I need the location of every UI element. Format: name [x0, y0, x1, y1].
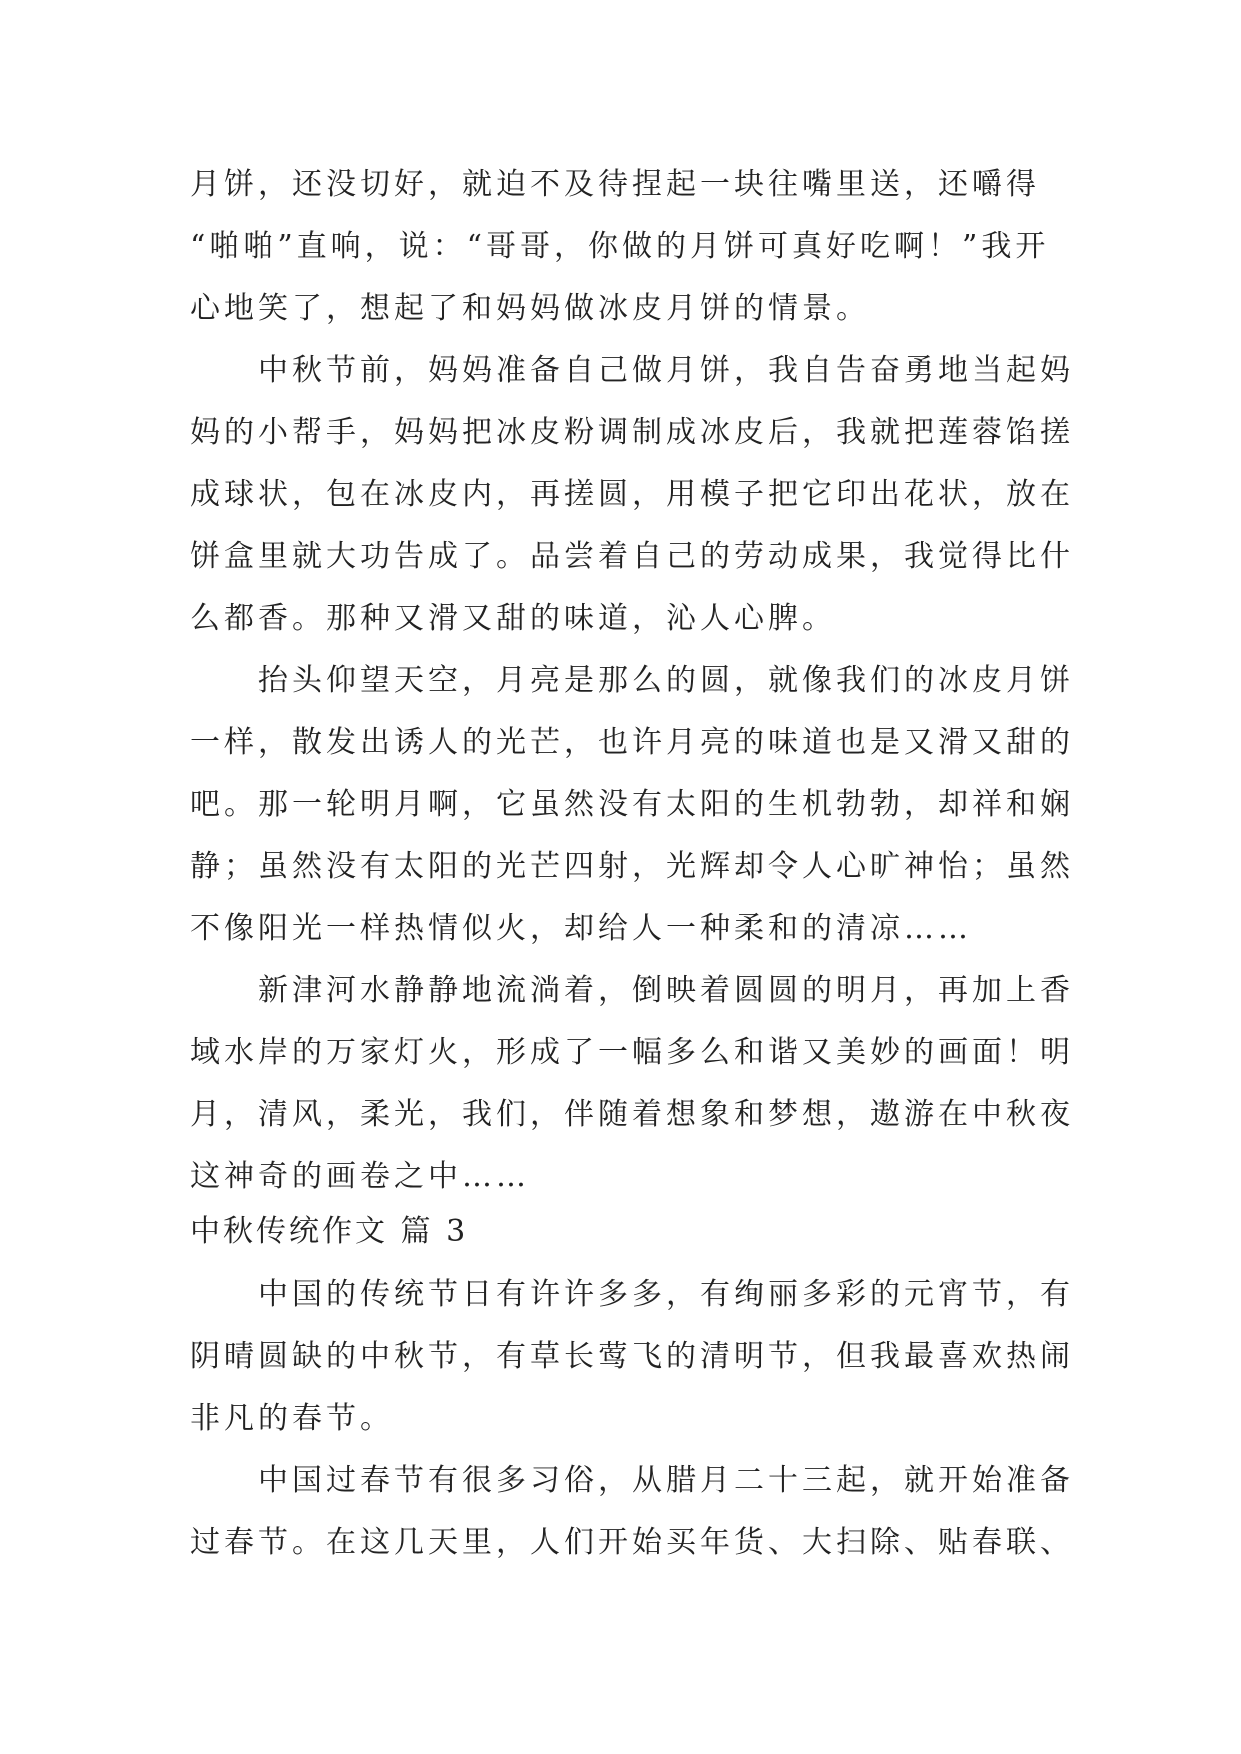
text-line: 非凡的春节。	[190, 1401, 394, 1436]
text-line: 阴晴圆缺的中秋节，有草长莺飞的清明节，但我最喜欢热闹	[190, 1339, 1074, 1374]
essay-section-3-body	[190, 1277, 1074, 1588]
text-line: 域水岸的万家灯火，形成了一幅多么和谐又美妙的画面！明	[190, 1035, 1074, 1070]
text-line: 饼盒里就大功告成了。品尝着自己的劳动成果，我觉得比什	[190, 539, 1074, 574]
essay-body-continued	[190, 167, 1074, 1222]
text-line: 心地笑了，想起了和妈妈做冰皮月饼的情景。	[190, 291, 870, 326]
text-line: “啪啪”直响，说：“哥哥，你做的月饼可真好吃啊！”我开	[190, 229, 1050, 264]
text-line: 一样，散发出诱人的光芒，也许月亮的味道也是又滑又甜的	[190, 725, 1074, 760]
text-line: 成球状，包在冰皮内，再搓圆，用模子把它印出花状，放在	[190, 477, 1074, 512]
text-line: 月饼，还没切好，就迫不及待捏起一块往嘴里送，还嚼得	[190, 167, 1040, 202]
text-line: 妈的小帮手，妈妈把冰皮粉调制成冰皮后，我就把莲蓉馅搓	[190, 415, 1074, 450]
section-heading: 中秋传统作文 篇 3	[190, 1214, 469, 1249]
text-line: 过春节。在这几天里，人们开始买年货、大扫除、贴春联、	[190, 1525, 1074, 1560]
text-line: 静；虽然没有太阳的光芒四射，光辉却令人心旷神怡；虽然	[190, 849, 1074, 884]
text-line: 么都香。那种又滑又甜的味道，沁人心脾。	[190, 601, 836, 636]
text-line: 中国过春节有很多习俗，从腊月二十三起，就开始准备	[190, 1463, 1074, 1498]
text-line: 新津河水静静地流淌着，倒映着圆圆的明月，再加上香	[190, 973, 1074, 1008]
text-line: 不像阳光一样热情似火，却给人一种柔和的清凉……	[190, 911, 972, 946]
text-line: 抬头仰望天空，月亮是那么的圆，就像我们的冰皮月饼	[190, 663, 1074, 698]
text-line: 吧。那一轮明月啊，它虽然没有太阳的生机勃勃，却祥和娴	[190, 787, 1074, 822]
text-line: 中国的传统节日有许许多多，有绚丽多彩的元宵节，有	[190, 1277, 1074, 1312]
text-line: 月，清风，柔光，我们，伴随着想象和梦想，遨游在中秋夜	[190, 1097, 1074, 1132]
text-line: 这神奇的画卷之中……	[190, 1159, 530, 1194]
text-line: 中秋节前，妈妈准备自己做月饼，我自告奋勇地当起妈	[190, 353, 1074, 388]
